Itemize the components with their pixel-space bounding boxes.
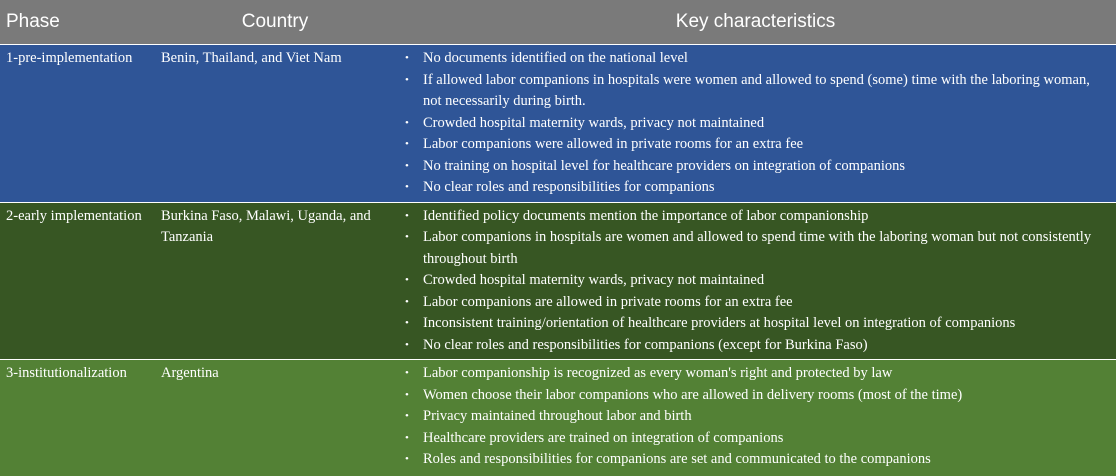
list-item: • Women choose their labor companions who are allowed in delivery rooms (most of the time) <box>423 385 1110 407</box>
characteristics-list <box>401 363 1110 471</box>
country-cell: Benin, Thailand, and Viet Nam <box>155 45 395 203</box>
country-cell: Burkina Faso, Malawi, Uganda, and Tanzania <box>155 202 395 360</box>
characteristics-cell <box>395 202 1116 360</box>
phase-cell: 2-early implementation <box>0 202 155 360</box>
characteristics-cell <box>395 45 1116 203</box>
characteristics-list <box>401 48 1110 199</box>
list-item: • No documents identified on the national level <box>423 48 1110 70</box>
list-item: • No clear roles and responsibilities for companions <box>423 177 1110 199</box>
list-item: • Labor companionship is recognized as every woman's right and protected by law <box>423 363 1110 385</box>
list-item: • Crowded hospital maternity wards, privacy not maintained <box>423 113 1110 135</box>
list-item: • Inconsistent training/orientation of healthcare providers at hospital level on integration of companions <box>423 313 1110 335</box>
characteristics-list <box>401 206 1110 357</box>
table-row <box>0 202 1116 360</box>
header-country: Country <box>155 0 395 45</box>
list-item: • If allowed labor companions in hospitals were women and allowed to spend (some) time with the laboring woman, not necessarily during birth. <box>423 70 1110 113</box>
table-body <box>0 45 1116 476</box>
list-item: • Healthcare providers are trained on integration of companions <box>423 428 1110 450</box>
country-cell: Argentina <box>155 360 395 476</box>
list-item: • Identified policy documents mention the importance of labor companionship <box>423 206 1110 228</box>
phase-cell: 1-pre-implementation <box>0 45 155 203</box>
table-row <box>0 45 1116 203</box>
list-item: • No clear roles and responsibilities for companions (except for Burkina Faso) <box>423 335 1110 357</box>
table-row <box>0 360 1116 476</box>
list-item: • Labor companions in hospitals are women and allowed to spend time with the laboring woman but not consistently throughout birth <box>423 227 1110 270</box>
list-item: • No training on hospital level for healthcare providers on integration of companions <box>423 156 1110 178</box>
characteristics-cell <box>395 360 1116 476</box>
header-key-characteristics: Key characteristics <box>395 0 1116 45</box>
phase-cell: 3-institutionalization <box>0 360 155 476</box>
list-item: • Labor companions are allowed in private rooms for an extra fee <box>423 292 1110 314</box>
list-item: • Labor companions were allowed in private rooms for an extra fee <box>423 134 1110 156</box>
list-item: • Privacy maintained throughout labor and birth <box>423 406 1110 428</box>
list-item: • Roles and responsibilities for companions are set and communicated to the companions <box>423 449 1110 471</box>
list-item: • Crowded hospital maternity wards, privacy not maintained <box>423 270 1110 292</box>
header-phase: Phase <box>0 0 155 45</box>
header-row <box>0 0 1116 45</box>
